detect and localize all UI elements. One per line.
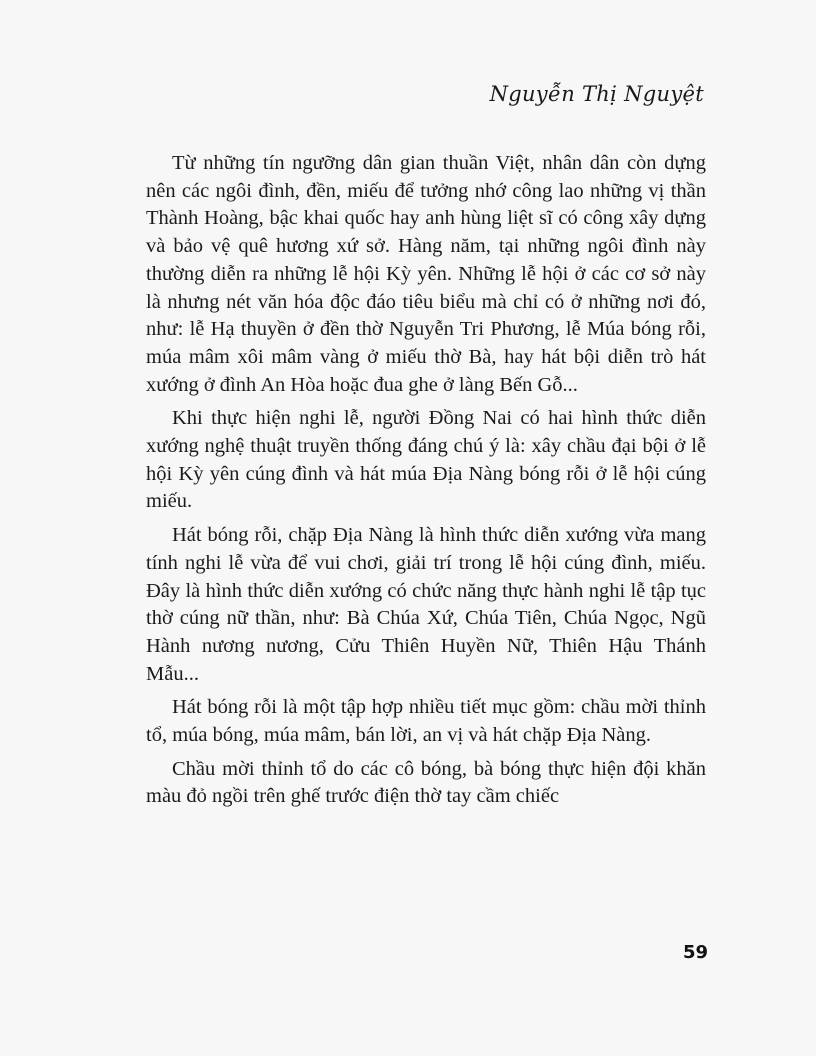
paragraph: Từ những tín ngưỡng dân gian thuần Việt, nhân dân còn dựng nên các ngôi đình, đền, miếu để tưởng nhớ công lao những vị thần Thành Hoàng, bậc khai quốc hay anh hùng liệt sĩ có công xây dựng và bảo vệ quê hương xứ sở. Hàng năm, tại những ngôi đình này thường diễn ra những lễ hội Kỳ yên. Những lễ hội ở các cơ sở này là nhưng nét văn hóa độc đáo tiêu biểu mà chỉ có ở những nơi đó, như: lễ Hạ thuyền ở đền thờ Nguyễn Tri Phương, lễ Múa bóng rỗi, múa mâm xôi mâm vàng ở miếu thờ Bà, hay hát bội diễn trò hát xướng ở đình An Hòa hoặc đua ghe ở làng Bến Gỗ... (146, 152, 706, 396)
paragraph: Hát bóng rỗi, chặp Địa Nàng là hình thức diễn xướng vừa mang tính nghi lễ vừa để vui chơi, giải trí trong lễ hội cúng đình, miếu. Đây là hình thức diễn xướng có chức năng thực hành nghi lễ tập tục thờ cúng nữ thần, như: Bà Chúa Xứ, Chúa Tiên, Chúa Ngọc, Ngũ Hành nương nương, Cửu Thiên Huyền Nữ, Thiên Hậu Thánh Mẫu... (146, 524, 706, 685)
paragraph: Khi thực hiện nghi lễ, người Đồng Nai có hai hình thức diễn xướng nghệ thuật truyền thống đáng chú ý là: xây chầu đại bội ở lễ hội Kỳ yên cúng đình và hát múa Địa Nàng bóng rỗi ở lễ hội cúng miếu. (146, 407, 706, 513)
running-header-author: Nguyễn Thị Nguyệt (489, 82, 704, 106)
page-number: 59 (682, 942, 708, 963)
paragraph: Hát bóng rỗi là một tập hợp nhiều tiết mục gồm: chầu mời thỉnh tổ, múa bóng, múa mâm, bán lời, an vị và hát chặp Địa Nàng. (146, 696, 706, 747)
paragraph: Chầu mời thỉnh tổ do các cô bóng, bà bóng thực hiện đội khăn màu đỏ ngồi trên ghế trước điện thờ tay cầm chiếc (146, 757, 706, 808)
body-text (146, 150, 706, 817)
